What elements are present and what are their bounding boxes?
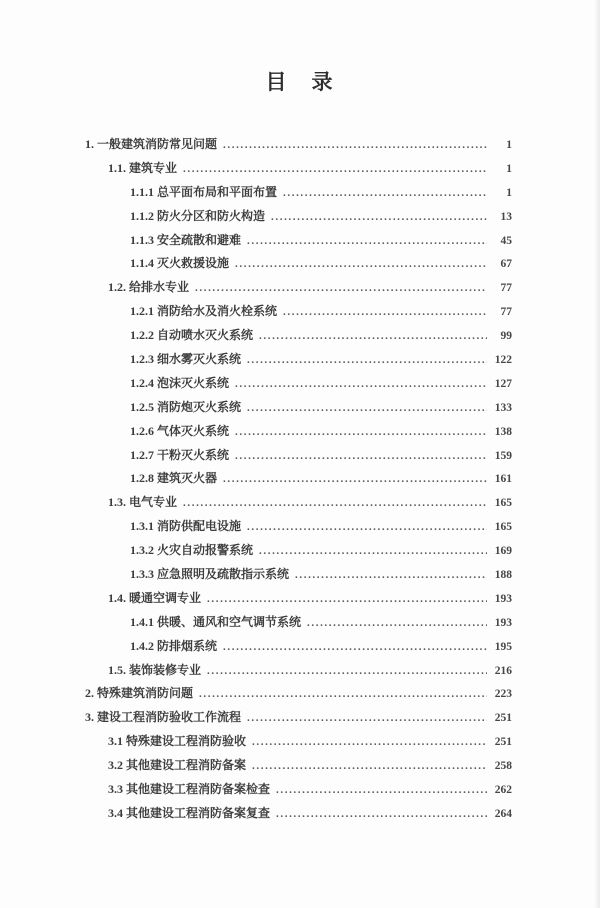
toc-entry-page: 223 bbox=[494, 688, 512, 701]
toc-entry bbox=[0, 252, 600, 276]
toc-entry-page: 1 bbox=[506, 139, 512, 151]
toc-entry-page: 13 bbox=[500, 210, 512, 223]
toc-entry-label: 2. 特殊建筑消防问题 bbox=[85, 686, 194, 701]
toc-entry-label: 3. 建设工程消防验收工作流程 bbox=[85, 710, 242, 725]
toc-entry-label: 1.5. 装饰装修专业 bbox=[108, 662, 202, 677]
toc-entry bbox=[0, 539, 600, 563]
toc-entry bbox=[0, 659, 600, 683]
toc-entry-page: 258 bbox=[494, 760, 512, 773]
toc-entry-label: 3.3 其他建设工程消防备案检查 bbox=[108, 782, 271, 797]
page-title: 目 录 bbox=[265, 70, 335, 94]
toc-entry-page: 45 bbox=[500, 234, 512, 247]
toc-entry bbox=[0, 157, 600, 181]
dot-leader bbox=[247, 349, 487, 373]
toc-entry bbox=[0, 706, 600, 730]
toc-entry-label: 3.1 特殊建设工程消防验收 bbox=[108, 734, 247, 749]
dot-leader bbox=[259, 540, 487, 564]
toc-entry-page: 161 bbox=[494, 473, 512, 486]
toc-entry-label: 1.1. 建筑专业 bbox=[108, 160, 178, 175]
toc-entry bbox=[0, 300, 600, 324]
toc-entry-label: 1.2.4 泡沫灭火系统 bbox=[130, 375, 230, 390]
toc-entry bbox=[0, 802, 600, 826]
toc-entry-label: 1.4.2 防排烟系统 bbox=[130, 638, 218, 653]
toc-entry-page: 77 bbox=[500, 306, 512, 319]
toc-entry-page: 133 bbox=[494, 401, 512, 414]
toc-entry-label: 1.2. 给排水专业 bbox=[108, 280, 190, 295]
toc-entry-page: 1 bbox=[506, 162, 512, 175]
toc-entry-page: 216 bbox=[494, 664, 512, 677]
toc-entry bbox=[0, 420, 600, 444]
dot-leader bbox=[223, 636, 487, 660]
toc-entry-label: 1.3. 电气专业 bbox=[108, 495, 178, 510]
toc-entry bbox=[0, 467, 600, 491]
toc-entry-page: 262 bbox=[494, 784, 512, 797]
toc-entry bbox=[0, 205, 600, 229]
dot-leader bbox=[276, 779, 487, 803]
dot-leader bbox=[183, 158, 487, 182]
toc-entry bbox=[0, 754, 600, 778]
toc-entry-page: 99 bbox=[500, 330, 512, 343]
toc-entry bbox=[0, 515, 600, 539]
toc-entry bbox=[0, 563, 600, 587]
toc-entry-label: 1.1.4 灭火救援设施 bbox=[130, 256, 230, 271]
toc-entry-page: 193 bbox=[494, 616, 512, 629]
toc-entry bbox=[0, 396, 600, 420]
toc-entry-label: 1.1.3 安全疏散和避难 bbox=[130, 232, 242, 247]
toc-entry bbox=[0, 133, 600, 157]
toc-entry-page: 251 bbox=[494, 712, 512, 725]
dot-leader bbox=[252, 755, 487, 779]
toc-entry-page: 193 bbox=[494, 592, 512, 605]
toc-entry bbox=[0, 611, 600, 635]
dot-leader bbox=[183, 492, 487, 516]
toc-entry bbox=[0, 491, 600, 515]
dot-leader bbox=[283, 182, 487, 206]
toc-entry bbox=[0, 348, 600, 372]
toc-entry-label: 1.3.3 应急照明及疏散指示系统 bbox=[130, 567, 290, 582]
dot-leader bbox=[223, 134, 487, 158]
toc-entry-page: 127 bbox=[494, 377, 512, 390]
toc-entry-label: 1.2.5 消防炮灭火系统 bbox=[130, 399, 242, 414]
toc-entry bbox=[0, 730, 600, 754]
toc-entry-page: 165 bbox=[494, 497, 512, 510]
dot-leader bbox=[207, 588, 487, 612]
dot-leader bbox=[276, 803, 487, 827]
dot-leader bbox=[247, 397, 487, 421]
dot-leader bbox=[235, 421, 487, 445]
dot-leader bbox=[199, 683, 487, 707]
toc-entry bbox=[0, 587, 600, 611]
dot-leader bbox=[247, 707, 487, 731]
toc-entry-page: 251 bbox=[494, 736, 512, 749]
dot-leader bbox=[247, 516, 487, 540]
toc-entry bbox=[0, 181, 600, 205]
dot-leader bbox=[271, 206, 487, 230]
dot-leader bbox=[247, 230, 487, 254]
toc-entry-label: 3.2 其他建设工程消防备案 bbox=[108, 758, 247, 773]
toc-entry bbox=[0, 682, 600, 706]
toc-entry-page: 195 bbox=[494, 640, 512, 653]
toc-entry-label: 1.1.1 总平面布局和平面布置 bbox=[130, 184, 278, 199]
toc-entry-page: 159 bbox=[494, 449, 512, 462]
toc-entry-label: 1. 一般建筑消防常见问题 bbox=[85, 137, 218, 151]
dot-leader bbox=[195, 277, 487, 301]
dot-leader bbox=[235, 253, 487, 277]
toc-entry-page: 122 bbox=[494, 354, 512, 367]
toc-entry-label: 1.2.3 细水雾灭火系统 bbox=[130, 352, 242, 367]
toc-entry bbox=[0, 444, 600, 468]
toc-entry-page: 77 bbox=[500, 282, 512, 295]
dot-leader bbox=[259, 325, 487, 349]
toc-entry-label: 1.4. 暖通空调专业 bbox=[108, 590, 202, 605]
toc-entry bbox=[0, 635, 600, 659]
toc-entry-label: 1.2.1 消防给水及消火栓系统 bbox=[130, 304, 278, 319]
toc-entry bbox=[0, 324, 600, 348]
toc-entry-page: 1 bbox=[506, 186, 512, 199]
toc-entry-label: 1.3.2 火灾自动报警系统 bbox=[130, 543, 254, 558]
toc-entry-label: 1.2.8 建筑灭火器 bbox=[130, 471, 218, 486]
toc-entry bbox=[0, 276, 600, 300]
toc-entry-label: 1.3.1 消防供配电设施 bbox=[130, 519, 242, 534]
dot-leader bbox=[252, 731, 487, 755]
dot-leader bbox=[235, 373, 487, 397]
toc-entry-label: 1.4.1 供暖、通风和空气调节系统 bbox=[130, 614, 302, 629]
dot-leader bbox=[207, 660, 487, 684]
toc-entry-label: 1.2.2 自动喷水灭火系统 bbox=[130, 328, 254, 343]
toc-entry-page: 169 bbox=[494, 545, 512, 558]
toc-entry bbox=[0, 372, 600, 396]
toc-entry bbox=[0, 778, 600, 802]
toc-entry-page: 67 bbox=[500, 258, 512, 271]
dot-leader bbox=[235, 445, 487, 469]
toc-entry-page: 165 bbox=[494, 521, 512, 534]
toc-entry-label: 1.1.2 防火分区和防火构造 bbox=[130, 208, 266, 223]
toc-entry-label: 1.2.7 干粉灭火系统 bbox=[130, 447, 230, 462]
toc-entry-page: 188 bbox=[494, 569, 512, 582]
toc-entry-page: 264 bbox=[494, 807, 512, 820]
dot-leader bbox=[307, 612, 487, 636]
toc-entry-page: 138 bbox=[494, 425, 512, 438]
dot-leader bbox=[295, 564, 487, 588]
toc-list bbox=[0, 133, 600, 826]
toc-entry-label: 3.4 其他建设工程消防备案复查 bbox=[108, 805, 271, 820]
toc-entry-label: 1.2.6 气体灭火系统 bbox=[130, 423, 230, 438]
dot-leader bbox=[223, 468, 487, 492]
dot-leader bbox=[283, 301, 487, 325]
toc-entry bbox=[0, 229, 600, 253]
